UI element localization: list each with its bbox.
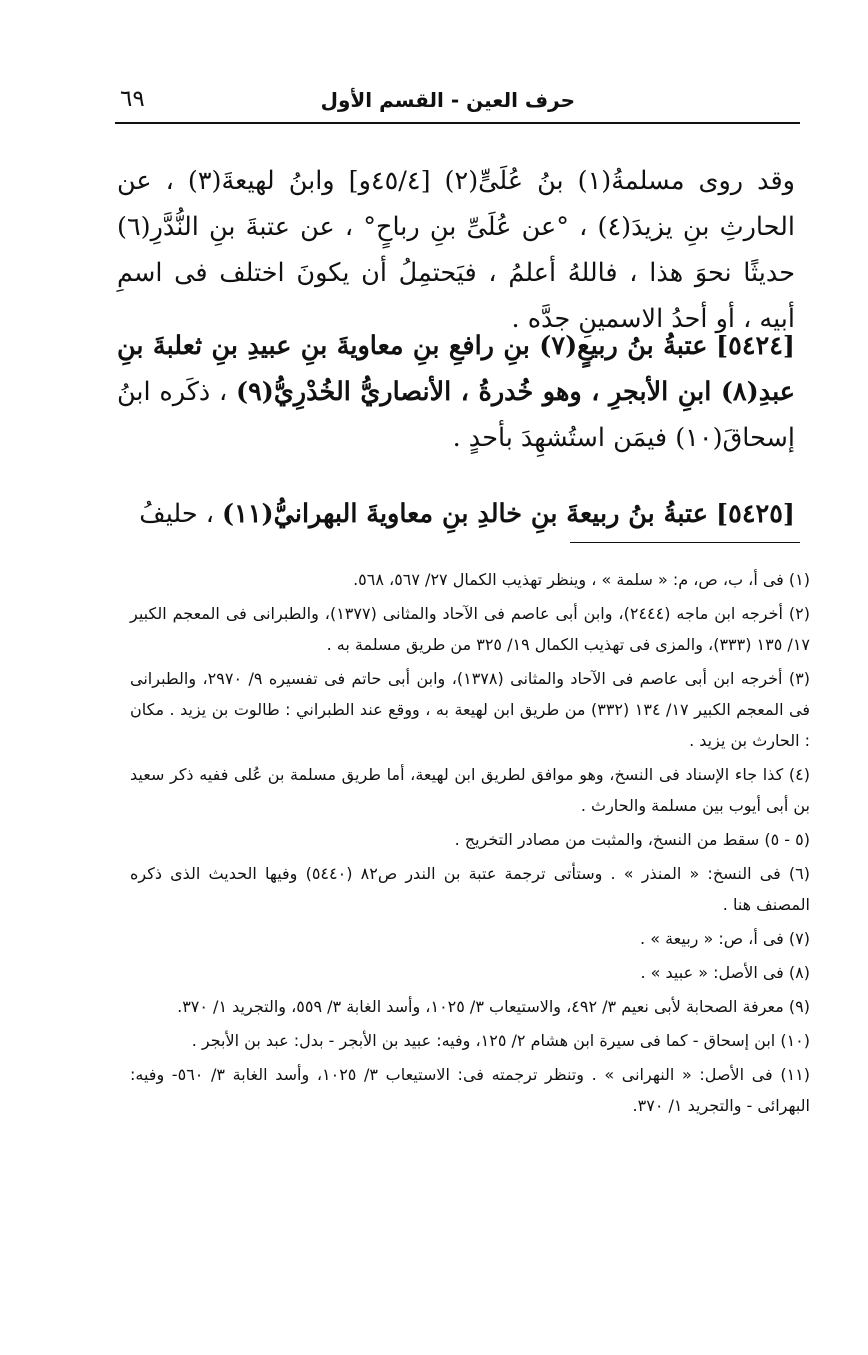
footnote-11: (١١) فى الأصل: « النهرانى » . وتنظر ترجمته فى: الاستيعاب ٣/ ١٠٢٥، وأسد الغابة ٣/ ٥٦٠- وفيه: البهرائى - والتجريد ١/ ٣٧٠. — [130, 1065, 811, 1115]
entry-5424 — [117, 323, 795, 461]
header-rule — [115, 122, 800, 124]
entry-number: [٥٤٢٥] — [716, 499, 795, 529]
footnote-6: (٦) فى النسخ: « المنذر » . وستأتى ترجمة عتبة بن الندر ص٨٢ (٥٤٤٠) وفيها الحديث الذى ذكره المصنف هنا . — [130, 864, 811, 914]
footnote-8: (٨) فى الأصل: « عبيد » . — [640, 963, 810, 982]
footnote-5: (٥ - ٥) سقط من النسخ، والمثبت من مصادر التخريج . — [454, 830, 810, 849]
footnote-10: (١٠) ابن إسحاق - كما فى سيرة ابن هشام ٢/ ١٢٥، وفيه: عبيد بن الأبجر - بدل: عبد بن الأبجر . — [191, 1031, 810, 1050]
entry-number: [٥٤٢٤] — [716, 331, 795, 361]
footnote-2: (٢) أخرجه ابن ماجه (٢٤٤٤)، وابن أبى عاصم فى الآحاد والمثانى (١٣٧٧)، والطبرانى فى المعجم الكبير ١٧/ ١٣٥ (٣٣٣)، والمزى فى تهذيب الكمال ١٩/ ٣٢٥ من طريق مسلمة به . — [130, 604, 810, 654]
footnote-4: (٤) كذا جاء الإسناد فى النسخ، وهو موافق لطريق ابن لهيعة، أما طريق مسلمة بن عُلى ففيه ذكر سعيد بن أبى أيوب بين مسلمة والحارث . — [130, 765, 810, 815]
entry-name: عتبةُ بنُ ربيعةَ بنِ خالدِ بنِ معاويةَ البهرانيُّ(١١) — [222, 499, 708, 529]
entry-text: ، ذكَره ابنُ إسحاقَ(١٠) فيمَن استُشهِدَ بأحدٍ . — [117, 377, 795, 453]
page-number: ٦٩ — [120, 86, 145, 112]
footnote-7: (٧) فى أ، ص: « ربيعة » . — [640, 929, 810, 948]
body-paragraph: وقد روى مسلمةُ(١) بنُ عُلَىٍّ(٢) [٤٥/٤و] وابنُ لهيعةَ(٣) ، عن الحارثِ بنِ يزيدَ(٤) ، °عن عُلَىِّ بنِ رباحٍ° ، عن عتبةَ بنِ النُّدَّرِ(٦) حديثًا نحوَ هذا ، فاللهُ أعلمُ ، فيَحتمِلُ أن يكونَ اختلف فى اسمِ أبيه ، أو أحدُ الاسمينِ جدَّه . — [117, 166, 795, 334]
footnote-separator — [570, 542, 800, 543]
entry-5425 — [117, 491, 795, 537]
entry-name: عتبةُ بنُ ربيعٍ(٧) بنِ رافعِ بنِ معاويةَ بنِ عبيدِ بنِ ثعلبةَ بنِ عبدِ(٨) ابنِ الأبجرِ ، وهو خُدرةُ ، الأنصاريُّ الخُدْرِيُّ(٩) — [117, 331, 795, 407]
body-text — [117, 158, 795, 342]
entry-text: ، حليفُ — [139, 499, 223, 529]
footnote-3: (٣) أخرجه ابن أبى عاصم فى الآحاد والمثانى (١٣٧٨)، وابن أبى حاتم فى تفسيره ٩/ ٢٩٧٠، والطبرانى فى المعجم الكبير ١٧/ ١٣٤ (٣٣٢) من طريق ابن لهيعة به ، ووقع عند الطبراني : طالوت بن يزيد . مكان : الحارث بن يزيد . — [130, 669, 810, 750]
footnote-1: (١) فى أ، ب، ص، م: « سلمة » ، وينظر تهذيب الكمال ٢٧/ ٥٦٧، ٥٦٨. — [353, 570, 810, 589]
footnote-9: (٩) معرفة الصحابة لأبى نعيم ٣/ ٤٩٢، والاستيعاب ٣/ ١٠٢٥، وأسد الغابة ٣/ ٥٥٩، والتجريد ١/ ٣٧٠. — [177, 997, 810, 1016]
page-header — [115, 84, 800, 124]
footnotes — [130, 564, 810, 1124]
running-title: حرف العين - القسم الأول — [320, 88, 575, 112]
